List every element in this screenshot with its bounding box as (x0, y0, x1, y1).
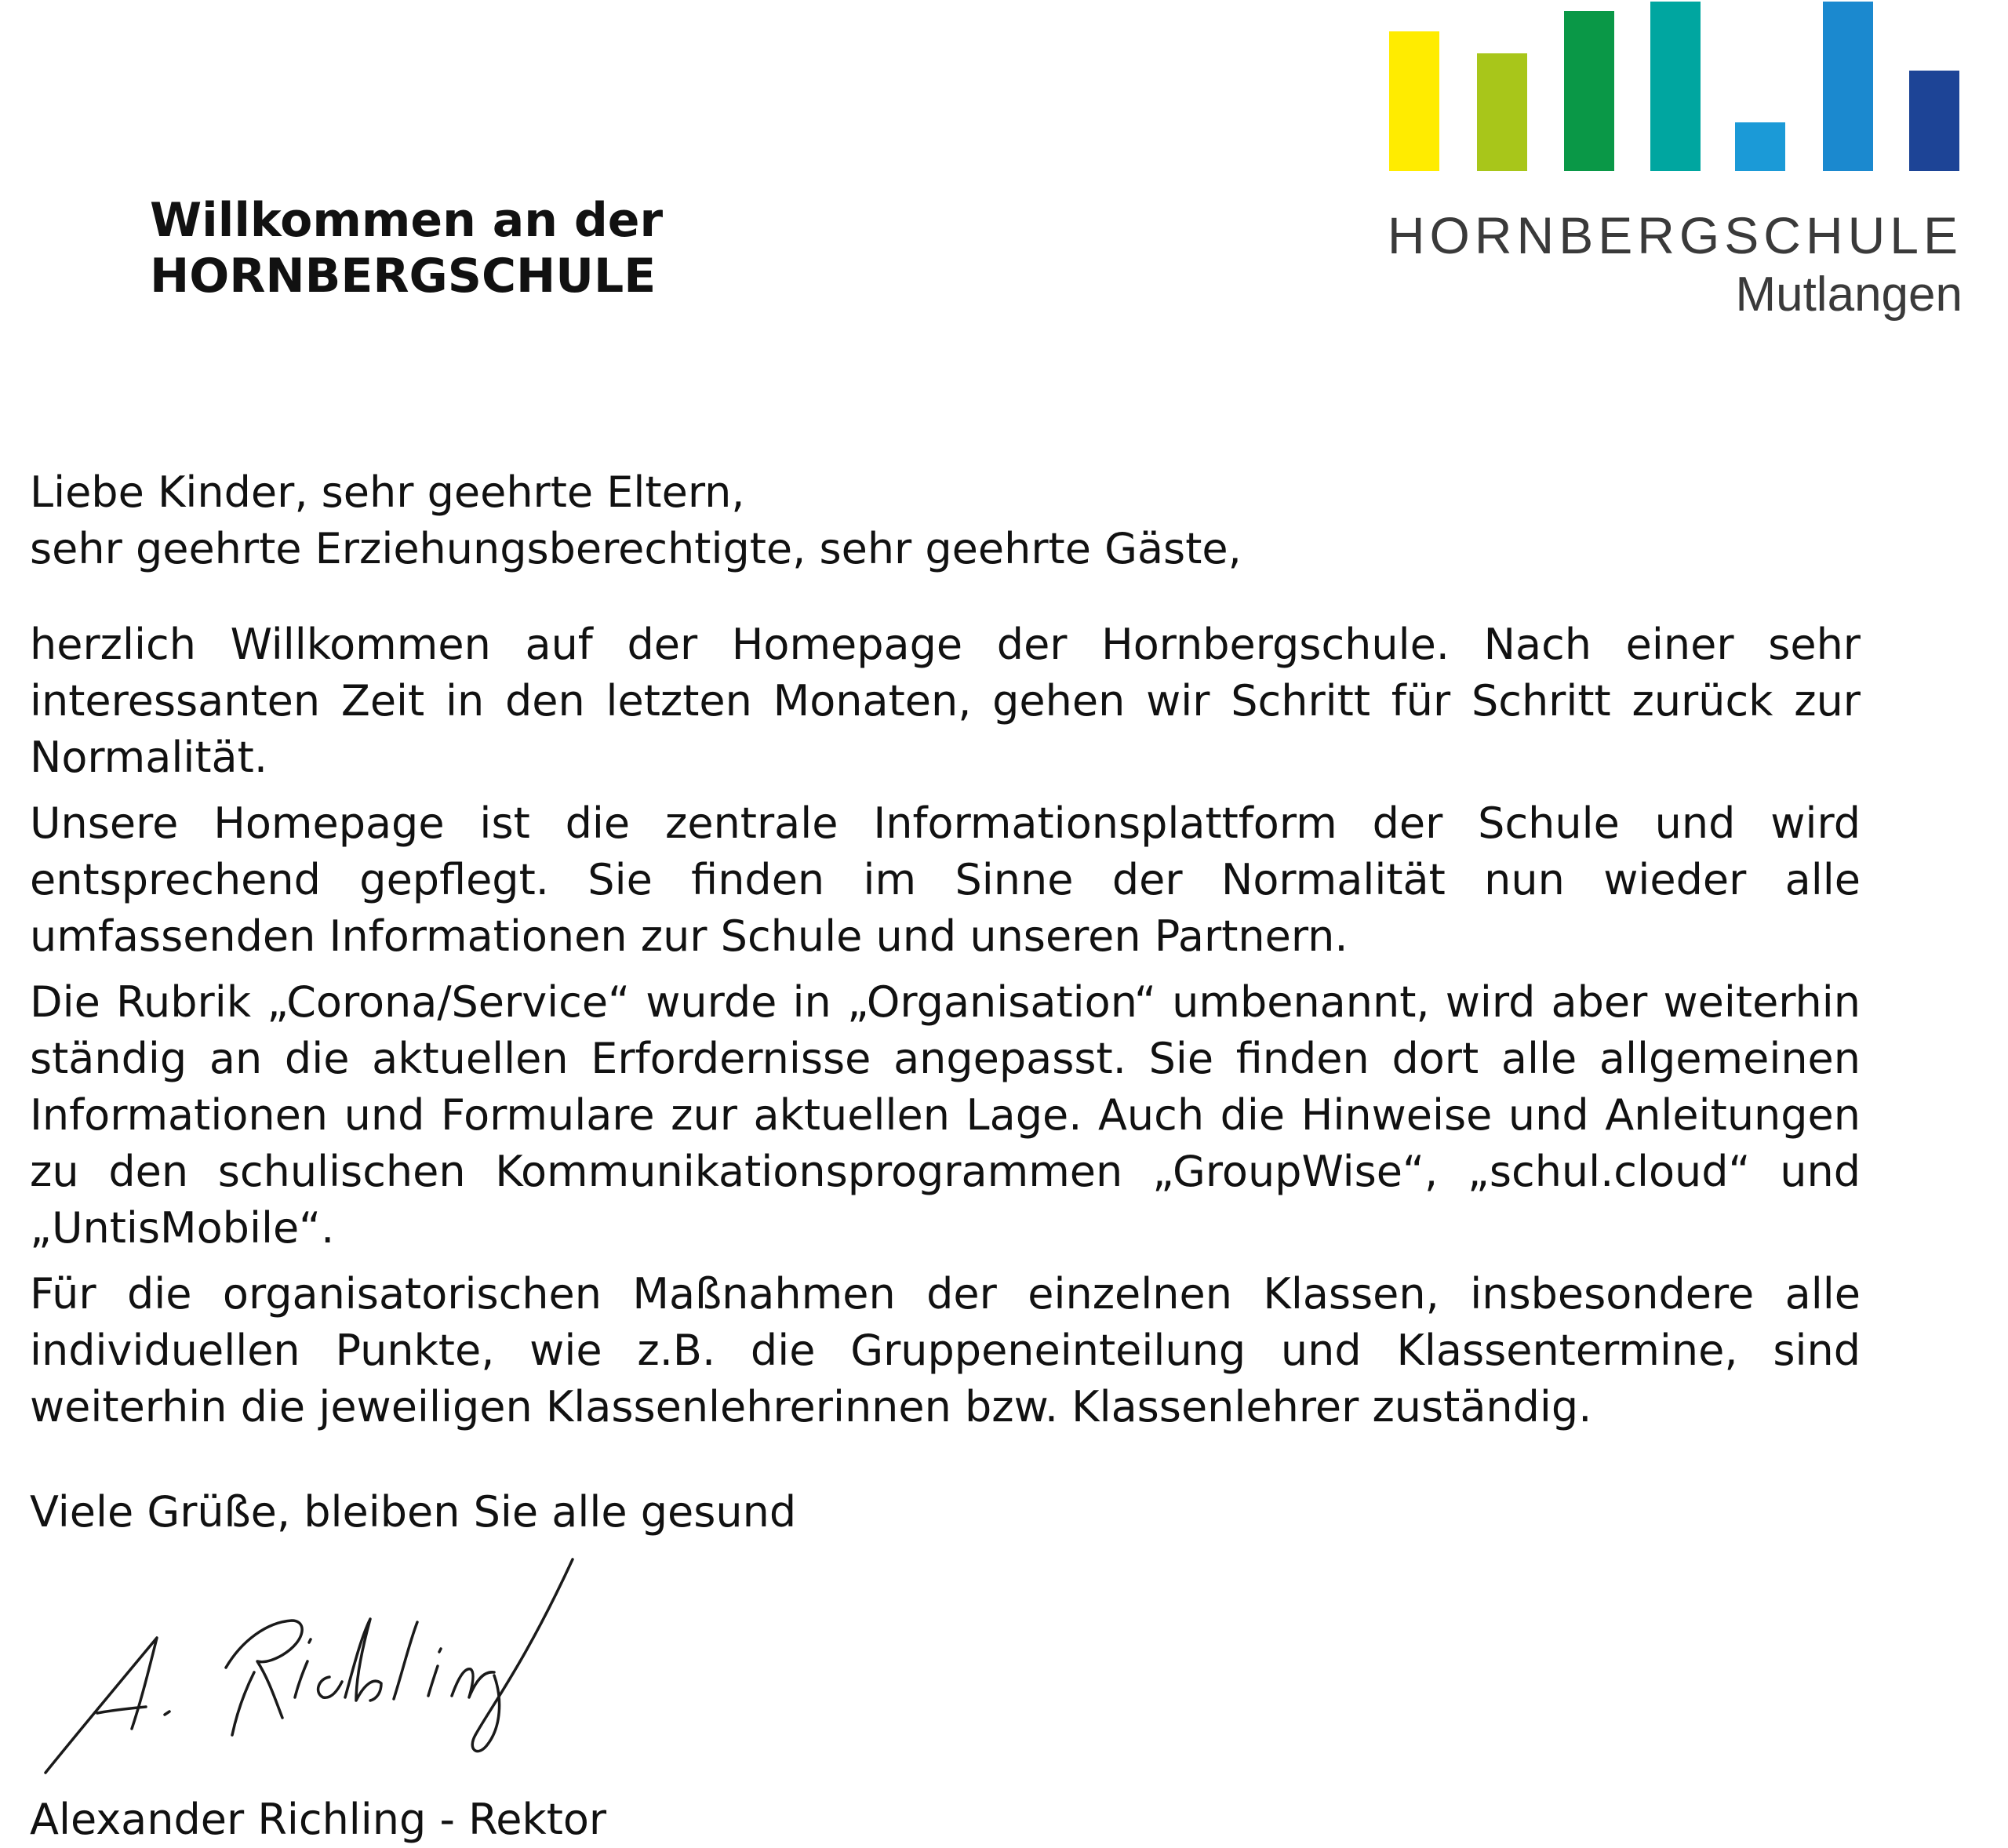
salutation-line-1: Liebe Kinder, sehr geehrte Eltern, (30, 467, 745, 517)
page-heading (150, 193, 663, 304)
logo-bar-4 (1650, 2, 1701, 171)
logo-bar-3 (1564, 11, 1614, 171)
logo-bar-5 (1735, 122, 1785, 171)
paragraph-organisation: Für die organisatorischen Maßnahmen der einzelnen Klassen, insbesondere alle individuellen Punkte, wie z.B. die Gruppeneinteilung und Klassentermine, sind weiterhin die jeweiligen Klassenlehrerinnen bzw. Klassenlehrer zuständig. (30, 1269, 1861, 1431)
letter-body (30, 464, 1861, 1541)
heading-line-1: Willkommen an der (150, 193, 664, 248)
signer-name: Alexander Richling - Rektor (30, 1795, 607, 1844)
heading-line-2: HORNBERGSCHULE (150, 249, 657, 304)
closing-line: Viele Grüße, bleiben Sie alle gesund (30, 1487, 797, 1537)
logo-bar-7 (1909, 71, 1959, 171)
paragraph-welcome: herzlich Willkommen auf der Homepage der Hornbergschule. Nach einer sehr interessanten Zeit in den letzten Monaten, gehen wir Schritt für Schritt zurück zur Normalität. (30, 620, 1861, 782)
salutation-line-2: sehr geehrte Erziehungsberechtigte, sehr geehrte Gäste, (30, 524, 1242, 573)
school-logo (1385, 0, 1963, 329)
paragraph-homepage: Unsere Homepage ist die zentrale Informationsplattform der Schule und wird entsprechend gepflegt. Sie finden im Sinne der Normalität nun wieder alle umfassenden Informationen zur Schule und unseren Partnern. (30, 798, 1861, 961)
logo-bar-6 (1823, 2, 1873, 171)
logo-town-name: Mutlangen (1735, 267, 1963, 322)
logo-school-name: HORNBERGSCHULE (1387, 206, 1963, 264)
salutation (30, 464, 1861, 577)
logo-bar-1 (1389, 31, 1439, 171)
signature-image (31, 1544, 580, 1779)
logo-bar-2 (1477, 53, 1527, 171)
logo-bars (1385, 0, 1963, 180)
paragraph-rubrik: Die Rubrik „Corona/Service“ wurde in „Organisation“ umbenannt, wird aber weiterhin ständig an die aktuellen Erfordernisse angepasst. Sie finden dort alle allgemeinen Informationen und Formulare zur aktuellen Lage. Auch die Hinweise und Anleitungen zu den schulischen Kommunikationsprogrammen „GroupWise“, „schul.cloud“ und „UntisMobile“. (30, 977, 1861, 1253)
